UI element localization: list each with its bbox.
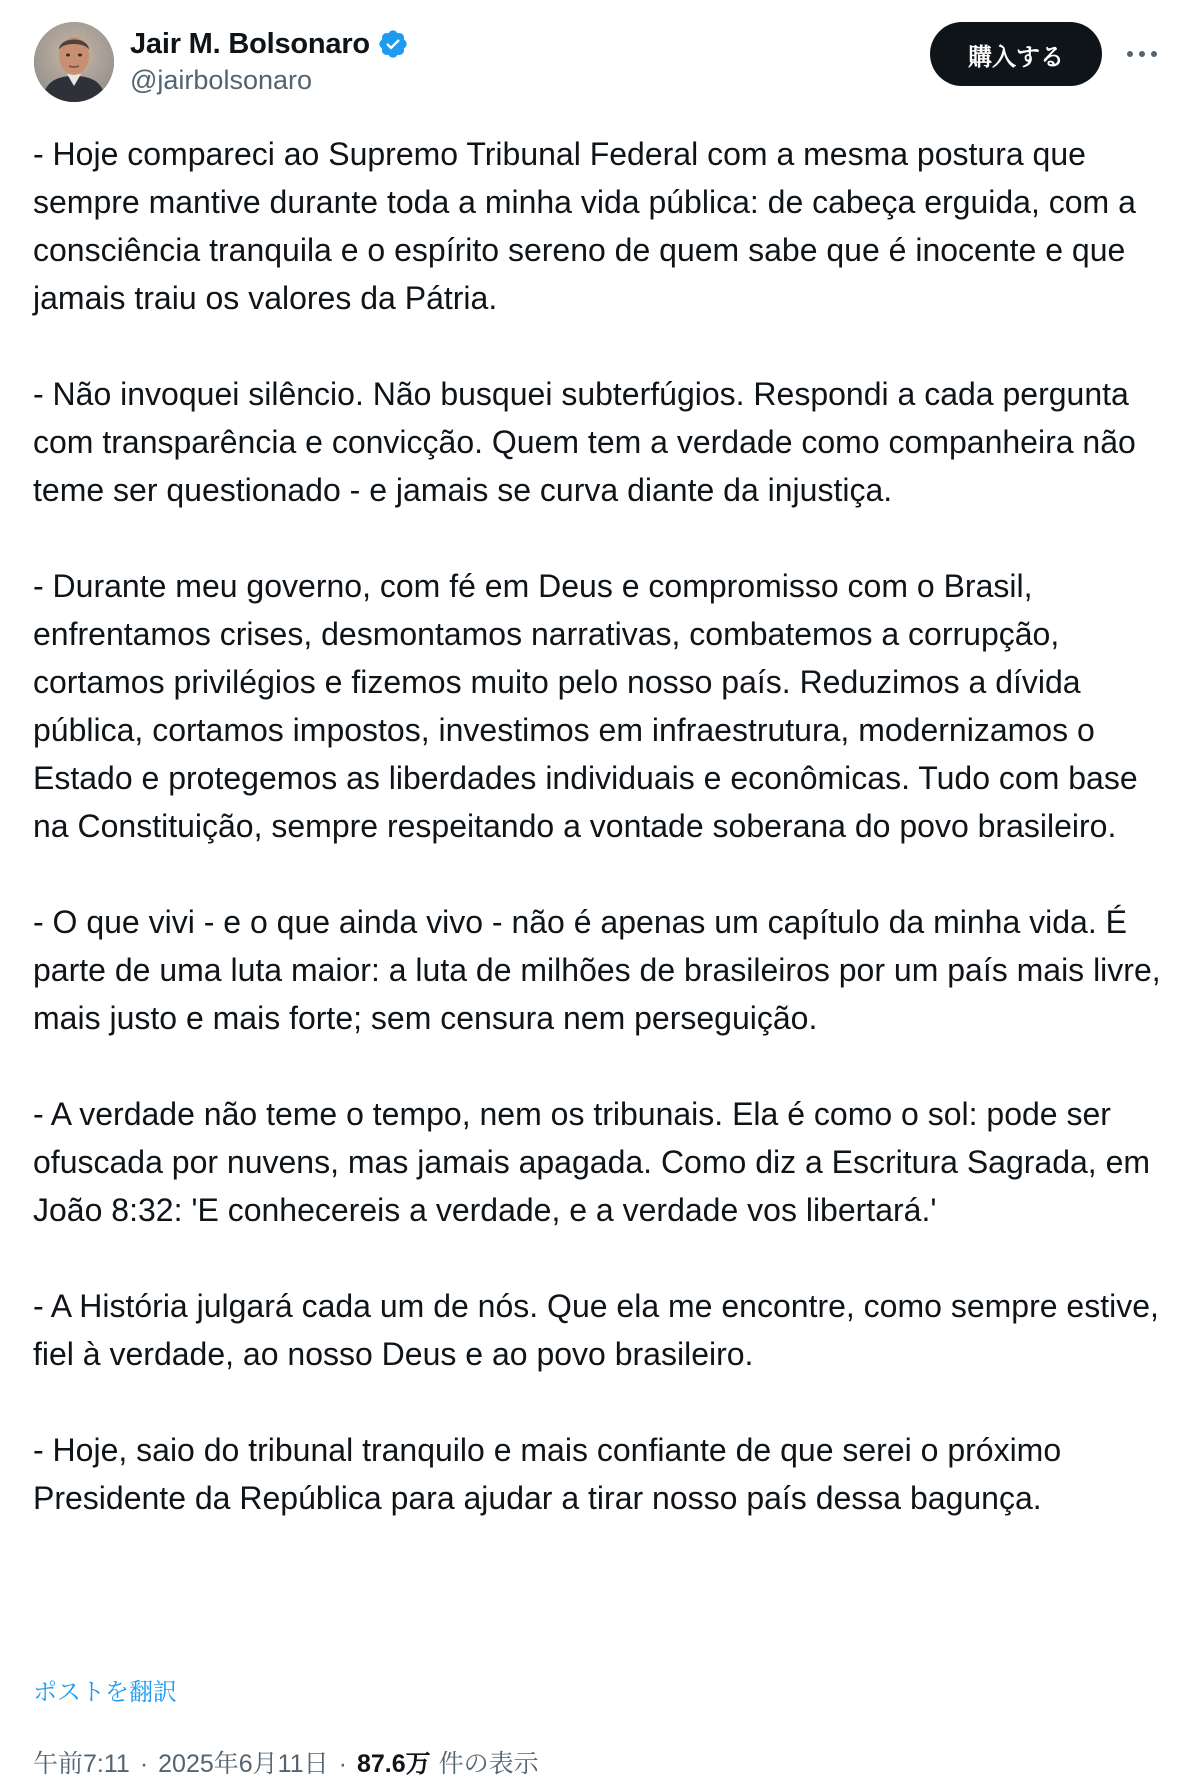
post-paragraph: - Hoje compareci ao Supremo Tribunal Federal com a mesma postura que sempre mantive durante toda a minha vida pública: de cabeça erguida, com a consciência tranquila e o espírito sereno de quem sabe que é inocente e que jamais traiu os valores da Pátria. bbox=[33, 136, 1136, 316]
avatar[interactable] bbox=[34, 22, 114, 102]
more-dots-icon[interactable] bbox=[1120, 34, 1164, 74]
handle[interactable]: @jairbolsonaro bbox=[130, 65, 312, 95]
post-paragraph: - A História julgará cada um de nós. Que ela me encontre, como sempre estive, fiel à verdade, ao nosso Deus e ao povo brasileiro. bbox=[33, 1288, 1159, 1372]
dot bbox=[1151, 51, 1157, 57]
dot bbox=[1139, 51, 1145, 57]
meta-separator: · bbox=[139, 1750, 149, 1778]
post-header bbox=[34, 22, 1164, 102]
post-paragraph: - O que vivi - e o que ainda vivo - não é apenas um capítulo da minha vida. É parte de uma luta maior: a luta de milhões de brasileiros por um país mais livre, mais justo e mais forte; sem censura nem perseguição. bbox=[33, 904, 1161, 1036]
post-paragraph: - Durante meu governo, com fé em Deus e compromisso com o Brasil, enfrentamos crises, desmontamos narrativas, combatemos a corrupção, cortamos privilégios e fizemos muito pelo nosso país. Reduzimos a dívida pública, cortamos impostos, investimos em infraestrutura, modernizamos o Estado e protegemos as liberdades individuais e econômicas. Tudo com base na Constituição, sempre respeitando a vontade soberana do povo brasileiro. bbox=[33, 568, 1138, 844]
post-paragraph: - A verdade não teme o tempo, nem os tribunais. Ela é como o sol: pode ser ofuscada por nuvens, mas jamais apagada. Como diz a Escritura Sagrada, em João 8:32: 'E conhecereis a verdade, e a verdade vos libertará.' bbox=[33, 1096, 1151, 1228]
translate-post-link[interactable]: ポストを翻訳 bbox=[33, 1679, 177, 1706]
author-names bbox=[130, 24, 409, 96]
post-paragraph: - Hoje, saio do tribunal tranquilo e mais confiante de que serei o próximo Presidente da República para ajudar a tirar nosso país dessa bagunça. bbox=[33, 1432, 1062, 1516]
buy-button[interactable]: 購入する bbox=[930, 22, 1102, 86]
post-time[interactable]: 午前7:11 bbox=[33, 1750, 130, 1778]
verified-badge-icon[interactable] bbox=[377, 28, 409, 60]
post-meta bbox=[33, 1744, 539, 1780]
meta-separator: · bbox=[338, 1750, 347, 1778]
views-count: 87.6万 bbox=[356, 1750, 431, 1778]
post-text bbox=[33, 130, 1173, 1522]
dot bbox=[1127, 51, 1133, 57]
display-name-row bbox=[130, 24, 409, 64]
post-date[interactable]: 2025年6月11日 bbox=[158, 1750, 329, 1778]
post-paragraph: - Não invoquei silêncio. Não busquei subterfúgios. Respondi a cada pergunta com transparência e convicção. Quem tem a verdade como companheira não teme ser questionado - e jamais se curva diante da injustiça. bbox=[33, 376, 1136, 508]
display-name[interactable]: Jair M. Bolsonaro bbox=[130, 27, 370, 60]
views-label: 件の表示 bbox=[438, 1750, 539, 1778]
avatar-image-icon bbox=[34, 22, 114, 102]
